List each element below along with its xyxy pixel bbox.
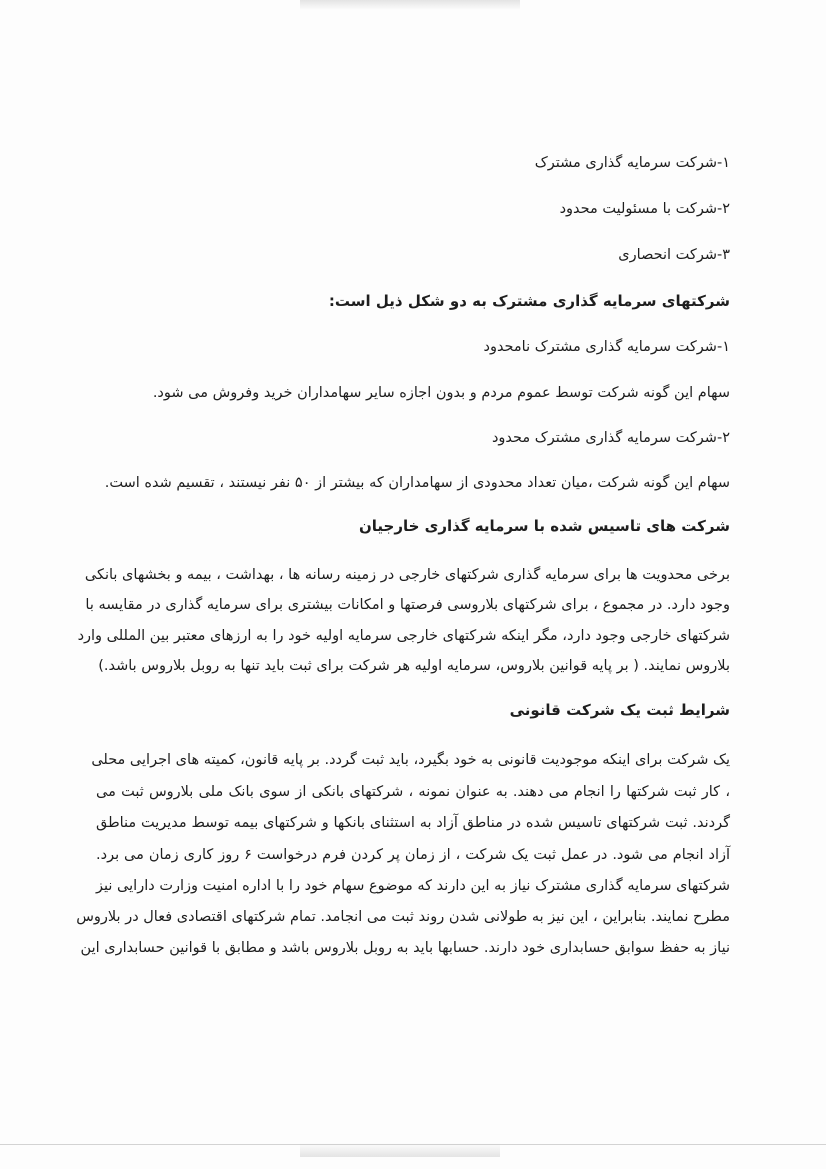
scan-artifact-bottom	[300, 1143, 500, 1157]
paragraph-line: نیاز به حفظ سوابق حسابداری خود دارند. حسابها باید به روبل بلاروس باشد و مطابق با قوانین حسابداری این	[80, 940, 730, 956]
paragraph-line: آزاد انجام می شود. در عمل ثبت یک شرکت ، از زمان پر کردن فرم درخواست ۶ روز کاری زمان می برد.	[96, 847, 731, 863]
page-edge-line	[0, 1144, 826, 1145]
section-heading: شرکت های تاسیس شده با سرمایه گذاری خارجیان	[359, 517, 730, 535]
paragraph-line: شرکتهای خارجی وجود دارد، مگر اینکه شرکتهای خارجی سرمایه اولیه خود را به ارزهای معتبر بین المللی وارد	[77, 628, 730, 644]
list-item: ۱-شرکت سرمایه گذاری مشترک	[534, 155, 730, 171]
paragraph-line: بلاروس نمایند. ( بر پایه قوانین بلاروس، سرمایه اولیه هر شرکت برای ثبت باید تنها به روبل بلاروس باشد.)	[98, 658, 730, 674]
paragraph-line: سهام این گونه شرکت ،میان تعداد محدودی از سهامداران که بیشتر از ۵۰ نفر نیستند ، تقسیم شده است.	[104, 475, 730, 491]
subsection-title: ۱-شرکت سرمایه گذاری مشترک نامحدود	[483, 339, 730, 355]
paragraph-line: ، کار ثبت شرکتها را انجام می دهند. به عنوان نمونه ، شرکتهای بانکی از سوی بانک ملی بلاروس ثبت می	[96, 784, 730, 800]
paragraph-line: وجود دارد. در مجموع ، برای شرکتهای بلاروسی فرصتها و امکانات بیشتری برای سرمایه گذاری در مقایسه با	[85, 597, 730, 613]
paragraph-line: سهام این گونه شرکت توسط عموم مردم و بدون اجازه سایر سهامداران خرید وفروش می شود.	[152, 385, 730, 401]
list-item: ۲-شرکت با مسئولیت محدود	[559, 201, 730, 217]
paragraph-line: شرکتهای سرمایه گذاری مشترک نیاز به این دارند که موضوع سهام خود را با اداره امنیت وزارت دارایی نیز	[96, 878, 730, 894]
section-heading: شرکتهای سرمایه گذاری مشترک به دو شکل ذیل است:	[328, 292, 730, 310]
paragraph-line: برخی محدویت ها برای سرمایه گذاری شرکتهای خارجی در زمینه رسانه ها ، بهداشت ، بیمه و بخشهای بانکی	[84, 567, 730, 583]
paragraph-line: یک شرکت برای اینکه موجودیت قانونی به خود بگیرد، باید ثبت گردد. بر پایه قانون، کمیته های اجرایی محلی	[91, 752, 730, 768]
paragraph-line: گردند. ثبت شرکتهای تاسیس شده در مناطق آزاد به استثنای بانکها و شرکتهای بیمه توسط مدیریت مناطق	[96, 815, 730, 831]
section-heading: شرایط ثبت یک شرکت قانونی	[509, 701, 730, 719]
subsection-title: ۲-شرکت سرمایه گذاری مشترک محدود	[491, 430, 730, 446]
list-item: ۳-شرکت انحصاری	[618, 247, 730, 263]
scan-artifact-top	[300, 0, 520, 10]
paragraph-line: مطرح نمایند. بنابراین ، این نیز به طولانی شدن روند ثبت می انجامد. تمام شرکتهای اقتصادی فعال در بلاروس	[76, 909, 730, 925]
